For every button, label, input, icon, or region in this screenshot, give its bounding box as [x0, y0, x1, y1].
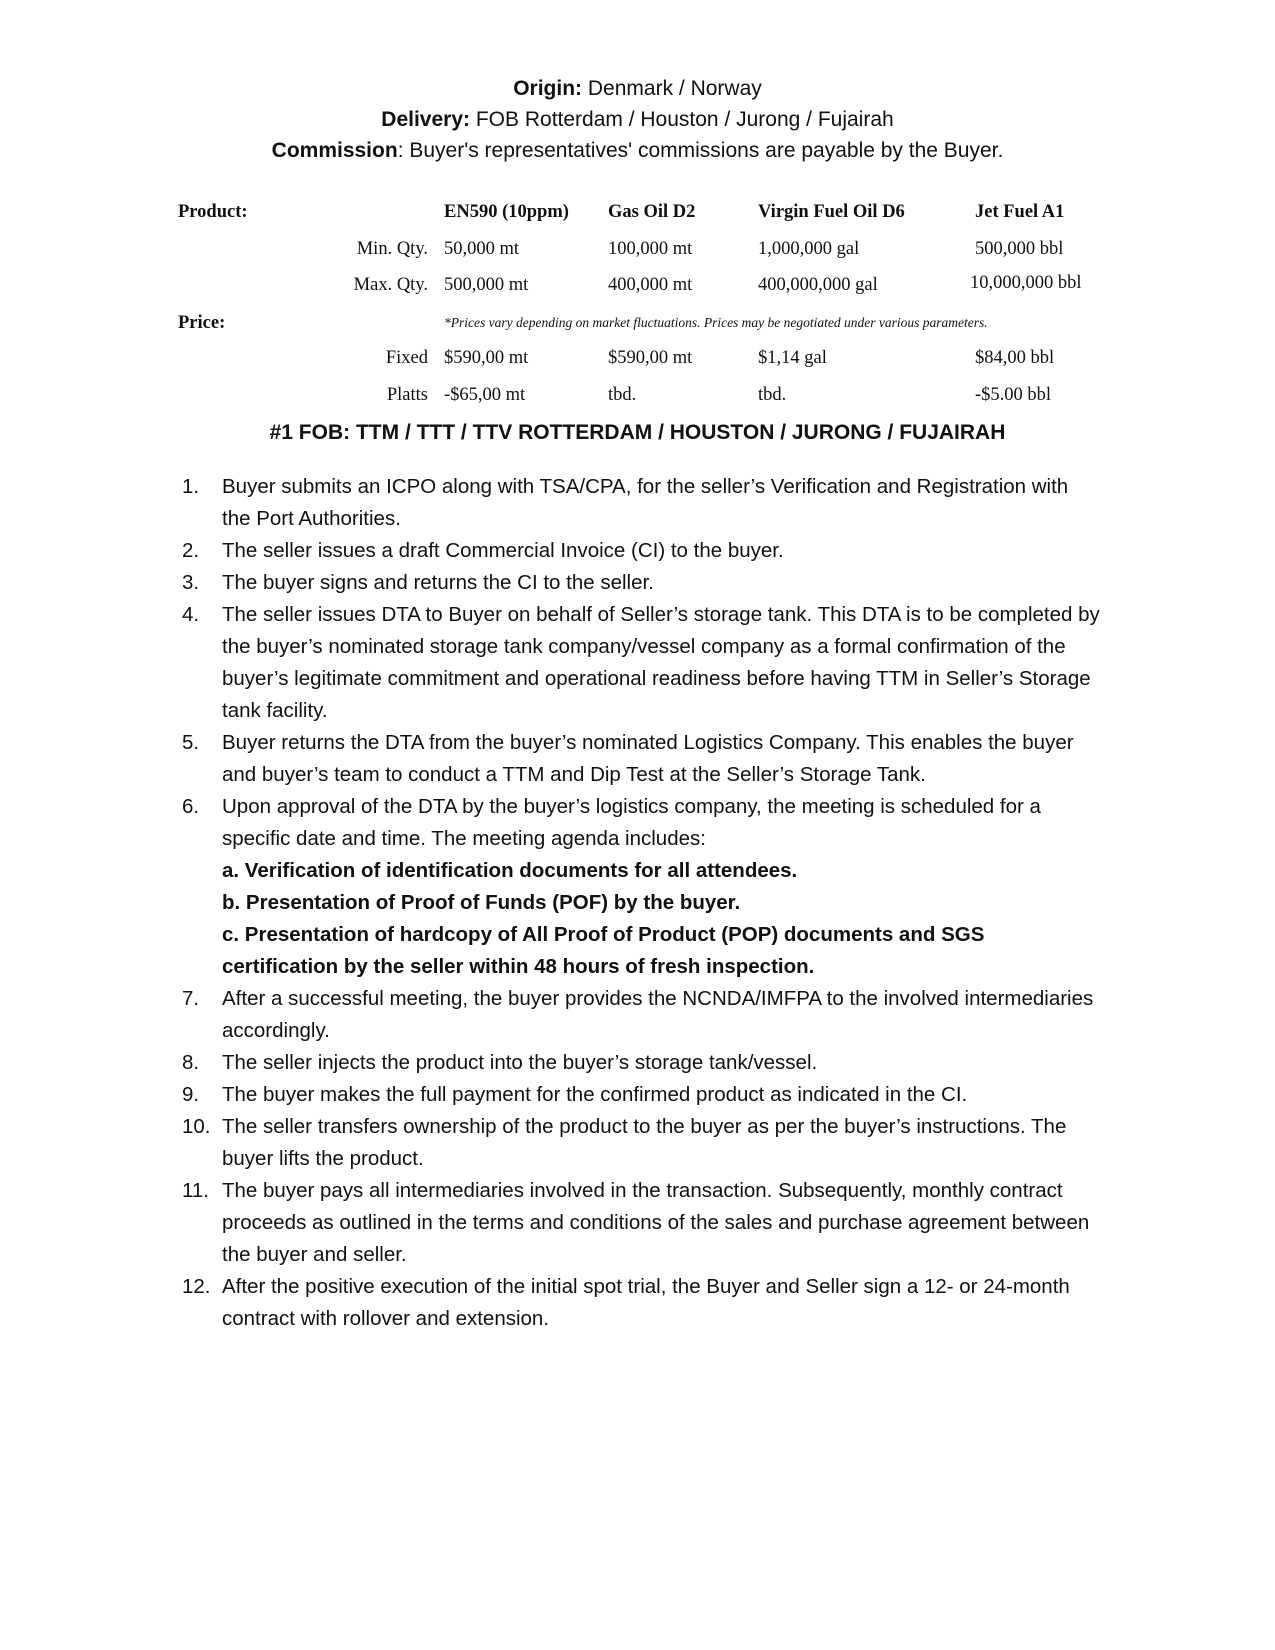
delivery-label: Delivery: [381, 108, 471, 131]
step-number: 10. [182, 1115, 211, 1138]
fixed-price-cell: $590,00 mt [444, 348, 529, 368]
max-qty-cell: 400,000,000 gal [758, 275, 878, 295]
step-number: 6. [182, 795, 200, 818]
commission-label: Commission [271, 139, 398, 162]
step-number: 11. [182, 1179, 209, 1202]
min-qty-label: Min. Qty. [356, 239, 428, 259]
commission-value: : Buyer's representatives' commissions are payable by the Buyer. [397, 139, 1004, 162]
price-label: Price: [178, 313, 226, 333]
list-item [0, 535, 1102, 567]
origin-line [0, 76, 1275, 102]
list-item [0, 567, 1102, 599]
list-item [0, 1271, 1102, 1335]
agenda-item: c. Presentation of hardcopy of All Proof of Product (POP) documents and SGS certification by the seller within 48 hours of fresh inspection. [222, 923, 985, 978]
delivery-line [0, 107, 1275, 133]
list-item [0, 1079, 1102, 1111]
step-text: The seller transfers ownership of the product to the buyer as per the buyer’s instructions. The buyer lifts the product. [222, 1115, 1067, 1170]
procedure-steps-list [0, 471, 1275, 1335]
step-number: 3. [182, 571, 200, 594]
step-text: After a successful meeting, the buyer provides the NCNDA/IMFPA to the involved intermediaries accordingly. [222, 987, 1094, 1042]
list-item [0, 471, 1102, 535]
product-header-3: Virgin Fuel Oil D6 [758, 202, 905, 222]
step-number: 4. [182, 603, 200, 626]
price-note: *Prices vary depending on market fluctuations. Prices may be negotiated under various parameters. [444, 315, 988, 330]
commission-line [0, 138, 1275, 164]
fixed-price-cell: $590,00 mt [608, 348, 693, 368]
platts-price-cell: -$5.00 bbl [975, 385, 1052, 405]
product-header-1: EN590 (10ppm) [444, 202, 569, 222]
agenda-item: b. Presentation of Proof of Funds (POF) by the buyer. [222, 891, 741, 914]
agenda-item: a. Verification of identification documents for all attendees. [222, 859, 798, 882]
platts-price-cell: tbd. [608, 385, 637, 405]
step-text: The buyer signs and returns the CI to the seller. [222, 571, 654, 594]
step-number: 12. [182, 1275, 211, 1298]
step-number: 7. [182, 987, 200, 1010]
origin-value: Denmark / Norway [582, 77, 762, 100]
step-number: 9. [182, 1083, 200, 1106]
step-text: The buyer pays all intermediaries involved in the transaction. Subsequently, monthly contract proceeds as outlined in the terms and conditions of the sales and purchase agreement between the buyer and seller. [222, 1179, 1090, 1266]
list-item [0, 1111, 1102, 1175]
step-text: Buyer returns the DTA from the buyer’s nominated Logistics Company. This enables the buyer and buyer’s team to conduct a TTM and Dip Test at the Seller’s Storage Tank. [222, 731, 1074, 786]
step-number: 1. [182, 475, 200, 498]
delivery-value: FOB Rotterdam / Houston / Jurong / Fujairah [470, 108, 894, 131]
step-text: The buyer makes the full payment for the confirmed product as indicated in the CI. [222, 1083, 968, 1106]
fixed-label: Fixed [385, 348, 428, 368]
max-qty-cell: 400,000 mt [608, 275, 693, 295]
step-number: 5. [182, 731, 200, 754]
list-item [0, 791, 1102, 855]
max-qty-label: Max. Qty. [353, 275, 428, 295]
fixed-price-cell: $1,14 gal [758, 348, 827, 368]
step-text: After the positive execution of the initial spot trial, the Buyer and Seller sign a 12- or 24-month contract with rollover and extension. [222, 1275, 1070, 1330]
platts-price-cell: tbd. [758, 385, 787, 405]
product-header-2: Gas Oil D2 [608, 202, 696, 222]
max-qty-cell: 500,000 mt [444, 275, 529, 295]
platts-label: Platts [386, 385, 428, 405]
min-qty-cell: 100,000 mt [608, 239, 693, 259]
step-number: 8. [182, 1051, 200, 1074]
step-text: Upon approval of the DTA by the buyer’s logistics company, the meeting is scheduled for a specific date and time. The meeting agenda includes: [222, 795, 1041, 850]
step-text: The seller issues DTA to Buyer on behalf of Seller’s storage tank. This DTA is to be completed by the buyer’s nominated storage tank company/vessel company as a formal confirmation of the buyer’s legitimate commitment and operational readiness before having TTM in Seller’s Storage tank facility. [222, 603, 1100, 722]
step-text: Buyer submits an ICPO along with TSA/CPA, for the seller’s Verification and Registration with the Port Authorities. [222, 475, 1069, 530]
step-text: The seller injects the product into the buyer’s storage tank/vessel. [222, 1051, 818, 1074]
list-item [0, 599, 1102, 727]
step-number: 2. [182, 539, 200, 562]
list-item [0, 1175, 1102, 1271]
list-item [0, 1047, 1102, 1079]
min-qty-cell: 50,000 mt [444, 239, 520, 259]
origin-label: Origin: [513, 77, 583, 100]
product-header-4: Jet Fuel A1 [975, 202, 1065, 222]
min-qty-cell: 1,000,000 gal [758, 239, 860, 259]
min-qty-cell: 500,000 bbl [975, 239, 1064, 259]
list-item [0, 983, 1102, 1047]
fixed-price-cell: $84,00 bbl [975, 348, 1055, 368]
platts-price-cell: -$65,00 mt [444, 385, 526, 405]
step-text: The seller issues a draft Commercial Invoice (CI) to the buyer. [222, 539, 784, 562]
max-qty-cell: 10,000,000 bbl [970, 273, 1082, 293]
product-label: Product: [178, 202, 248, 222]
list-item [0, 727, 1102, 791]
procedure-title: #1 FOB: TTM / TTT / TTV ROTTERDAM / HOUSTON / JURONG / FUJAIRAH [269, 421, 1006, 444]
